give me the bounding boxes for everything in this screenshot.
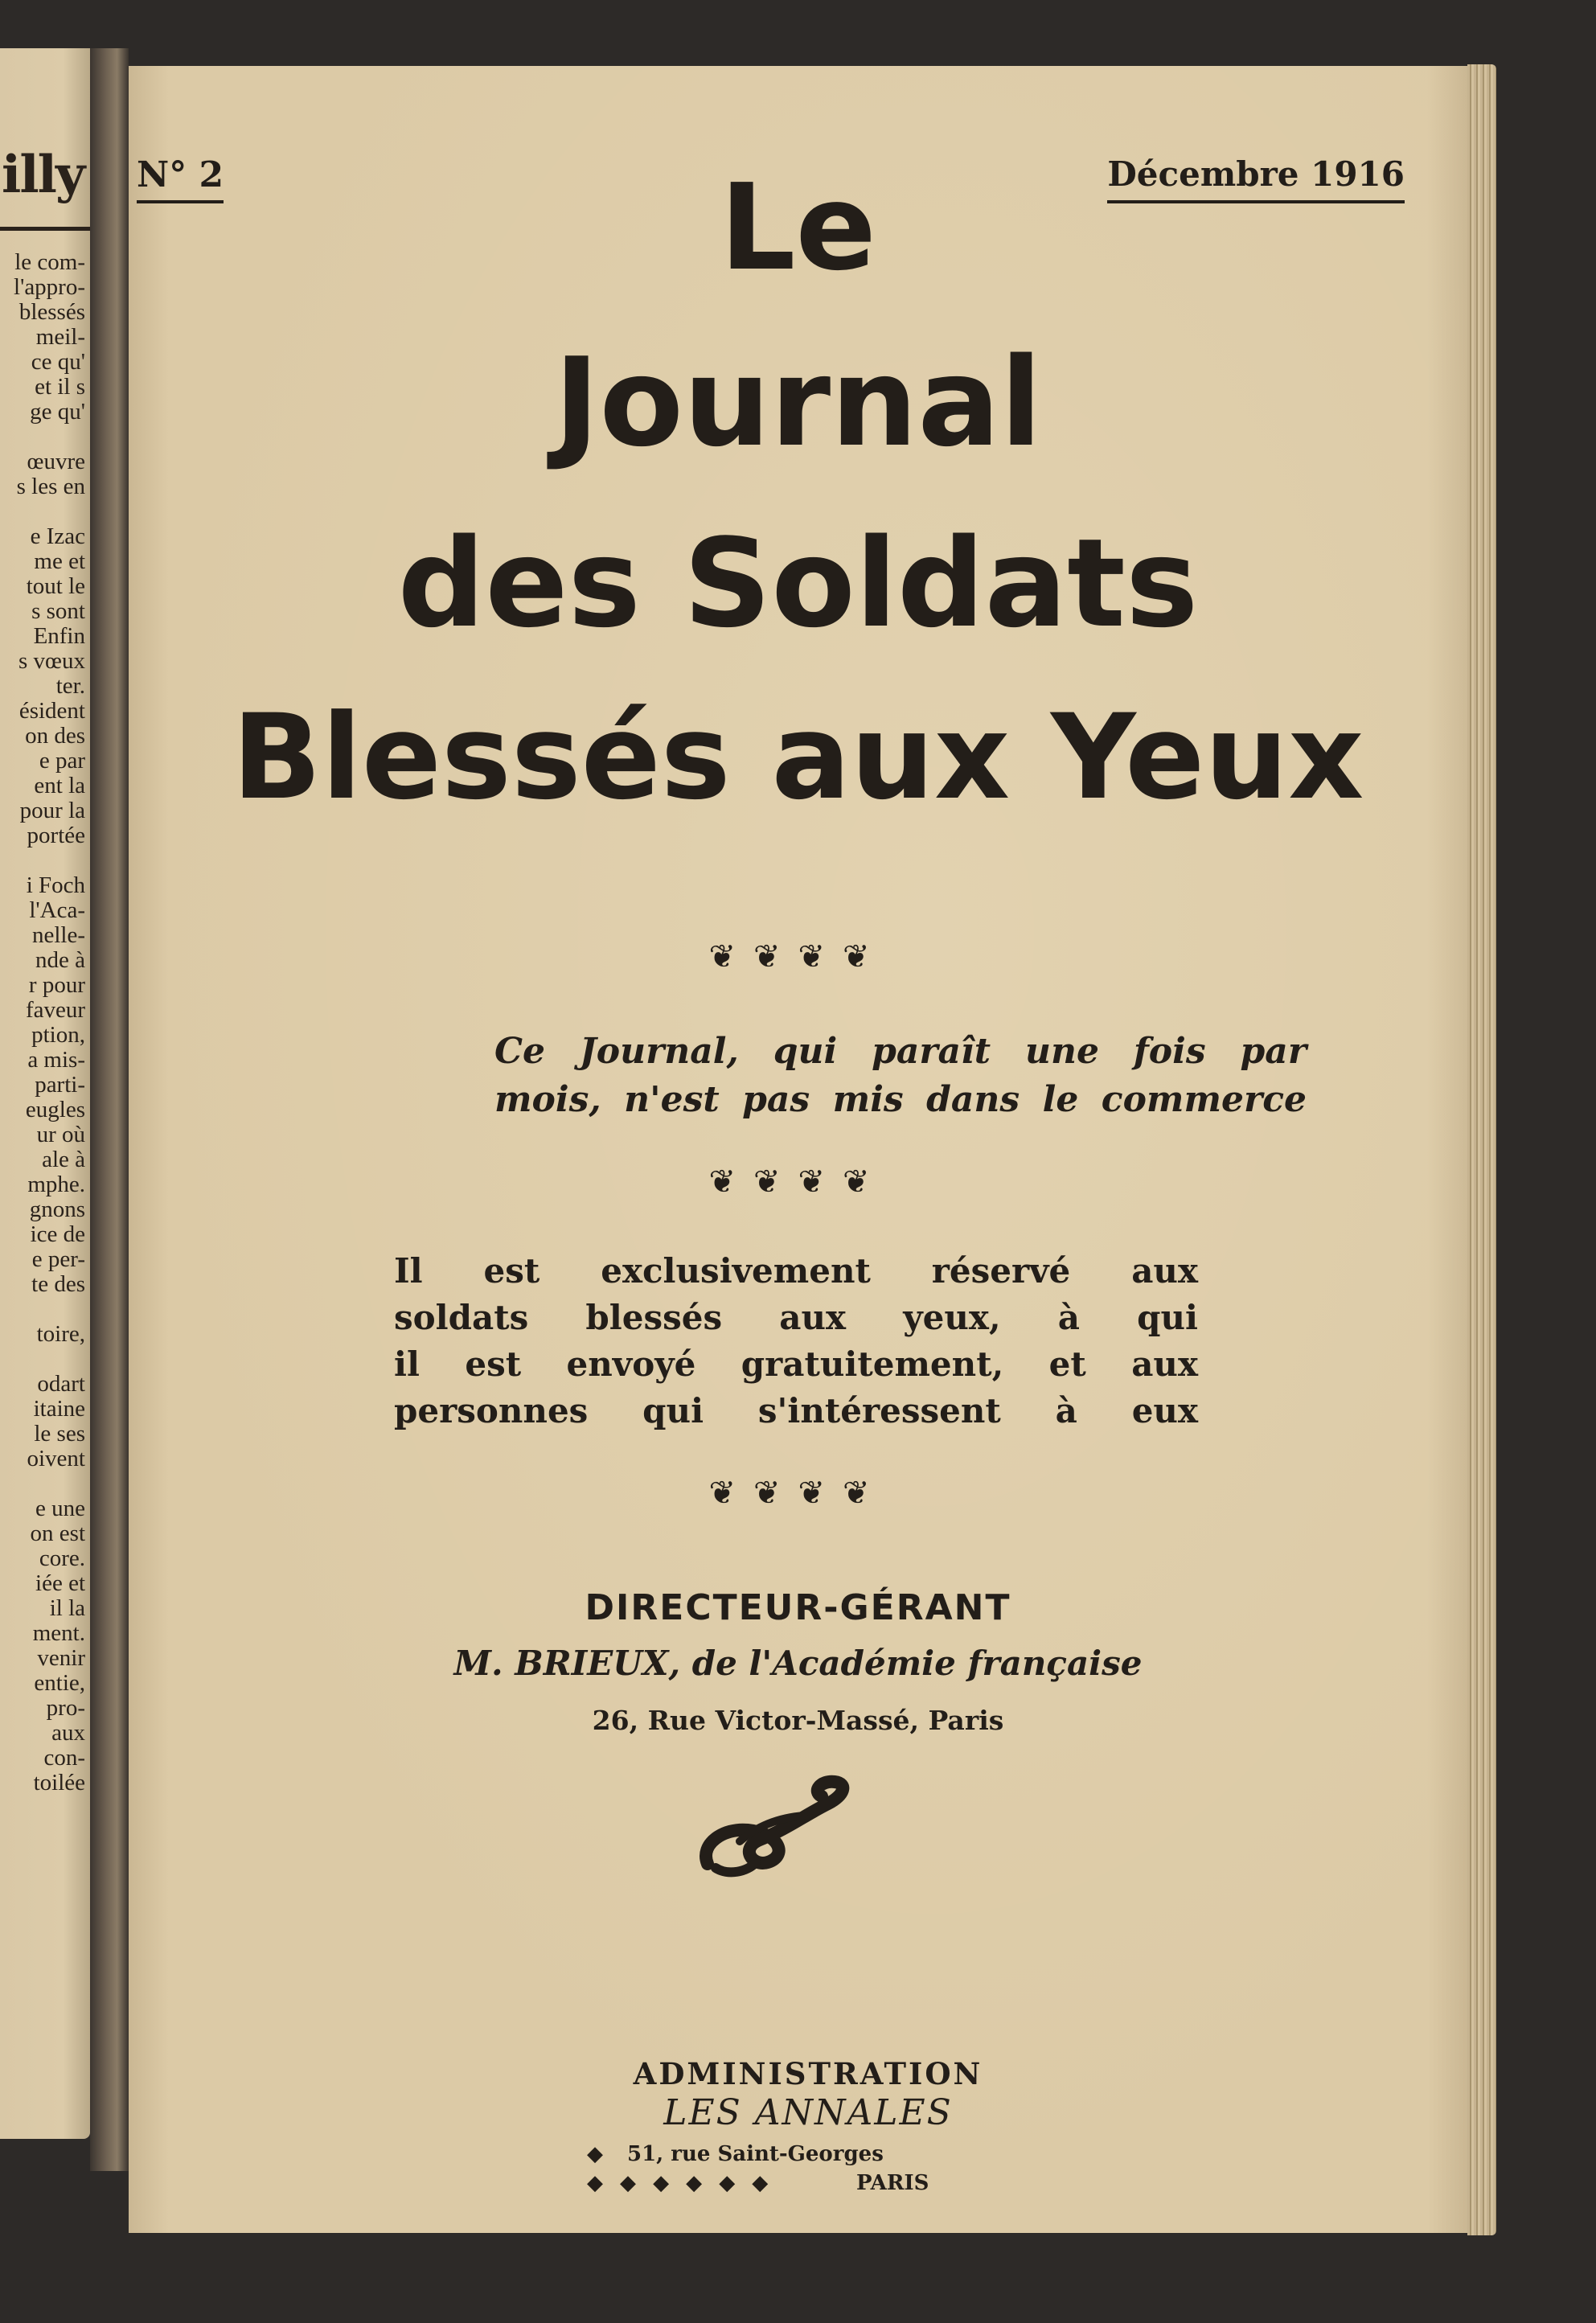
previous-page-line: iée et [35,1570,85,1595]
city-marker-icons: ◆ ◆ ◆ ◆ ◆ ◆ [587,2171,773,2195]
previous-page-line: blessés [18,299,85,324]
title-line-1: Le [720,158,876,297]
notice-italic-line-2: mois, n'est pas mis dans le commerce [494,1079,1307,1120]
administration-street: 51, rue Saint-Georges [627,2142,884,2166]
previous-page-line: core. [39,1545,85,1570]
fleuron-ornament-2: ❦❦❦❦ [708,1164,888,1200]
administration-city: PARIS [856,2171,929,2195]
previous-page-line: te des [31,1271,85,1296]
previous-page-line: ale à [42,1147,85,1172]
fleuron-ornament-3: ❦❦❦❦ [708,1475,888,1512]
page-stack-edge [1467,64,1496,2235]
previous-page-line: gnons [29,1196,85,1221]
issue-number: N° 2 [137,154,224,203]
swash-ornament-icon [691,1767,852,1888]
notice-italic-line-1: Ce Journal, qui paraît une fois par [494,1031,1307,1072]
notice-bold-line-4: personnes qui s'intéressent à eux [394,1391,1198,1430]
previous-page-line: il la [49,1595,85,1620]
previous-page-line: nde à [35,947,85,972]
previous-page-line: odart [37,1371,85,1396]
previous-page-line: œuvre [27,449,85,474]
previous-page-line: tout le [26,573,85,598]
director-address: 26, Rue Victor-Massé, Paris [592,1705,1004,1736]
director-name: M. BRIEUX, de l'Académie française [453,1644,1143,1683]
previous-page-line: s vœux [18,648,85,673]
title-line-4: Blessés aux Yeux [232,689,1364,826]
previous-page-line: r pour [28,972,85,997]
previous-page-line: a mis- [27,1047,85,1072]
previous-page-line: toilée [33,1770,85,1795]
previous-page-line: eugles [25,1097,85,1122]
notice-bold-line-3: il est envoyé gratuitement, et aux [394,1344,1198,1384]
previous-page-line: ce qu' [31,349,85,374]
previous-page-line: ge qu' [30,399,85,424]
previous-page-line: e par [39,748,85,773]
previous-page-line: ur où [36,1122,85,1147]
cover-page [129,66,1467,2233]
previous-page-line: faveur [25,997,85,1022]
notice-bold-line-1: Il est exclusivement réservé aux [394,1251,1198,1291]
previous-page-line: Enfin [33,623,85,648]
notice-bold-line-2: soldats blessés aux yeux, à qui [394,1298,1198,1337]
previous-page-line: parti- [35,1072,85,1097]
previous-page-line: nelle- [31,922,85,947]
previous-page-line [0,848,85,872]
previous-page-line [0,1346,85,1371]
previous-page-line: on des [25,723,85,748]
previous-page-line: toire, [36,1321,85,1346]
previous-page-line: itaine [33,1396,85,1421]
title-line-3: des Soldats [397,512,1199,655]
previous-page-line: le ses [34,1421,85,1446]
administration-name: LES ANNALES [663,2092,953,2133]
previous-page-line [0,1471,85,1496]
issue-date: Décembre 1916 [1107,154,1405,203]
administration-label: ADMINISTRATION [633,2056,983,2091]
previous-page-line: ent la [34,773,85,798]
previous-page-line: et il s [35,374,85,399]
previous-page-line [0,1296,85,1321]
previous-page-fragment [0,48,90,2139]
previous-page-line: ment. [32,1620,85,1645]
previous-page-line: l'appro- [14,274,85,299]
previous-page-line: ption, [31,1022,85,1047]
previous-page-line: venir [37,1645,85,1670]
previous-page-heading: illy [2,145,84,205]
previous-page-line: ice de [30,1221,85,1246]
previous-page-line: s les en [16,474,85,499]
binding-gutter [90,48,129,2171]
previous-page-line: pro- [46,1695,85,1720]
previous-page-line [0,424,85,449]
previous-page-line: l'Aca- [29,897,85,922]
previous-page-rule [0,227,90,231]
director-label: DIRECTEUR-GÉRANT [585,1587,1011,1628]
previous-page-line: e per- [31,1246,85,1271]
previous-page-line: portée [27,823,85,848]
previous-page-line: meil- [35,324,85,349]
previous-page-line: mphe. [27,1172,85,1196]
previous-page-line: entie, [34,1670,85,1695]
previous-page-line: i Foch [26,872,85,897]
previous-page-line: ter. [55,673,85,698]
previous-page-line: ésident [18,698,85,723]
previous-page-line: pour la [19,798,85,823]
previous-page-text [0,249,85,1795]
previous-page-line: con- [43,1745,85,1770]
previous-page-line: aux [51,1720,85,1745]
street-marker-icon: ◆ [587,2142,603,2166]
previous-page-line: e Izac [30,523,85,548]
fleuron-ornament-1: ❦❦❦❦ [708,938,888,975]
previous-page-line: me et [34,548,85,573]
previous-page-line [0,499,85,523]
previous-page-line: oivent [27,1446,85,1471]
previous-page-line: le com- [14,249,85,274]
previous-page-line: on est [30,1521,85,1545]
previous-page-line: e une [35,1496,85,1521]
title-line-2: Journal [553,331,1043,474]
previous-page-line: s sont [31,598,85,623]
